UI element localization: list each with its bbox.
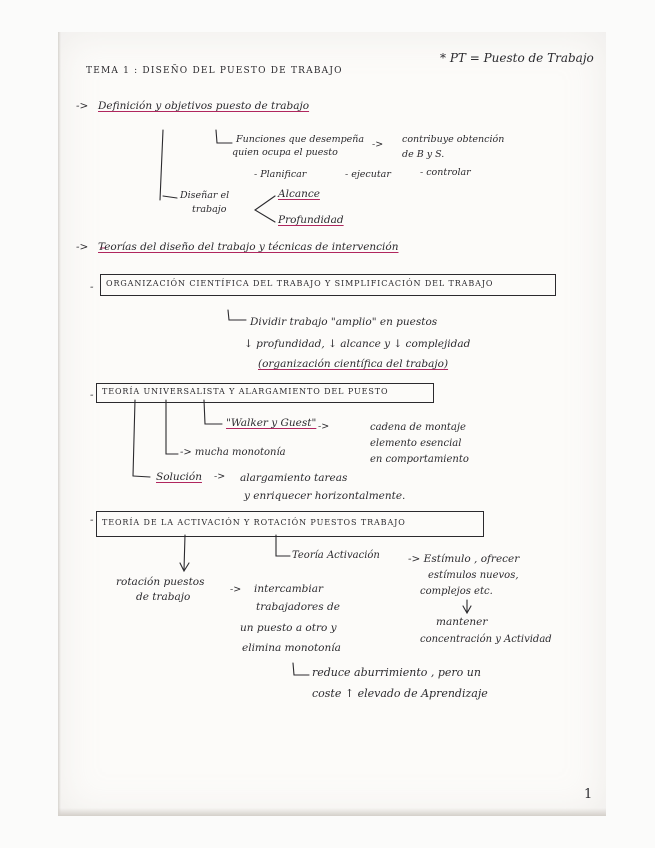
note-text: trabajo — [192, 204, 227, 215]
note-text: concentración y Actividad — [420, 634, 552, 645]
arrow-text: -> — [230, 584, 242, 595]
note-text: un puesto a otro y — [240, 622, 337, 634]
note-text: rotación puestos — [116, 576, 205, 588]
keyword: Profundidad — [278, 214, 344, 226]
note-text: en comportamiento — [370, 454, 469, 465]
section-heading: Teorías del diseño del trabajo y técnicas de intervención — [98, 241, 399, 253]
note-text: de B y S. — [402, 149, 445, 160]
note-text: de trabajo — [136, 591, 191, 603]
arrow-text: -> — [318, 421, 330, 432]
theory-title: ORGANIZACIÓN CIENTÍFICA DEL TRABAJO Y SIMPLIFICACIÓN DEL TRABAJO — [106, 279, 494, 288]
keyword: Solución — [156, 471, 202, 483]
theory-title: TEORÍA DE LA ACTIVACIÓN Y ROTACIÓN PUESTOS TRABAJO — [102, 518, 406, 527]
note-text: Funciones que desempeña — [236, 134, 365, 145]
note-text: trabajadores de — [256, 601, 340, 613]
arrow-text: -> — [214, 471, 226, 482]
note-text: y enriquecer horizontalmente. — [244, 490, 406, 502]
section-heading: Definición y objetivos puesto de trabajo — [98, 100, 310, 112]
note-text: alargamiento tareas — [240, 472, 348, 484]
note-text: -> Estímulo , ofrecer — [408, 553, 520, 565]
section-arrow: -> — [76, 100, 89, 112]
note-text: - ejecutar — [345, 169, 391, 180]
note-text: Teoría Activación — [292, 550, 380, 561]
bullet-dash: - — [90, 389, 94, 401]
bullet-dash: - — [90, 281, 94, 293]
note-text: intercambiar — [254, 583, 324, 595]
note-text: Dividir trabajo "amplio" en puestos — [250, 316, 438, 328]
note-text: elimina monotonía — [242, 642, 341, 654]
arrow-text: -> — [372, 139, 384, 150]
note-text: cadena de montaje — [370, 422, 466, 433]
note-text: mantener — [436, 616, 488, 628]
note-text: elemento esencial — [370, 438, 462, 449]
note-text: Diseñar el — [180, 190, 230, 201]
note-text: contribuye obtención — [402, 134, 505, 145]
note-text: complejos etc. — [420, 586, 493, 597]
note-text: estímulos nuevos, — [428, 570, 519, 581]
theory-title: TEORÍA UNIVERSALISTA Y ALARGAMIENTO DEL PUESTO — [102, 387, 389, 396]
keyword: "Walker y Guest" — [226, 417, 317, 429]
page-title: TEMA 1 : DISEÑO DEL PUESTO DE TRABAJO — [86, 66, 343, 76]
note-text: -> mucha monotonía — [180, 447, 286, 458]
note-text: quien ocupa el puesto — [232, 147, 338, 158]
note-text: ↓ profundidad, ↓ alcance y ↓ complejidad — [244, 338, 471, 350]
note-text: coste ↑ elevado de Aprendizaje — [312, 687, 488, 700]
keyword: Alcance — [278, 188, 320, 200]
section-arrow: -> — [76, 241, 89, 253]
note-text: (organización científica del trabajo) — [258, 358, 449, 370]
note-text: - Planificar — [254, 169, 307, 180]
abbreviation-note: * PT = Puesto de Trabajo — [440, 51, 594, 65]
note-text: reduce aburrimiento , pero un — [312, 666, 481, 679]
bullet-dash: - — [90, 514, 94, 526]
page-number: 1 — [584, 787, 593, 802]
note-text: - controlar — [420, 167, 471, 178]
